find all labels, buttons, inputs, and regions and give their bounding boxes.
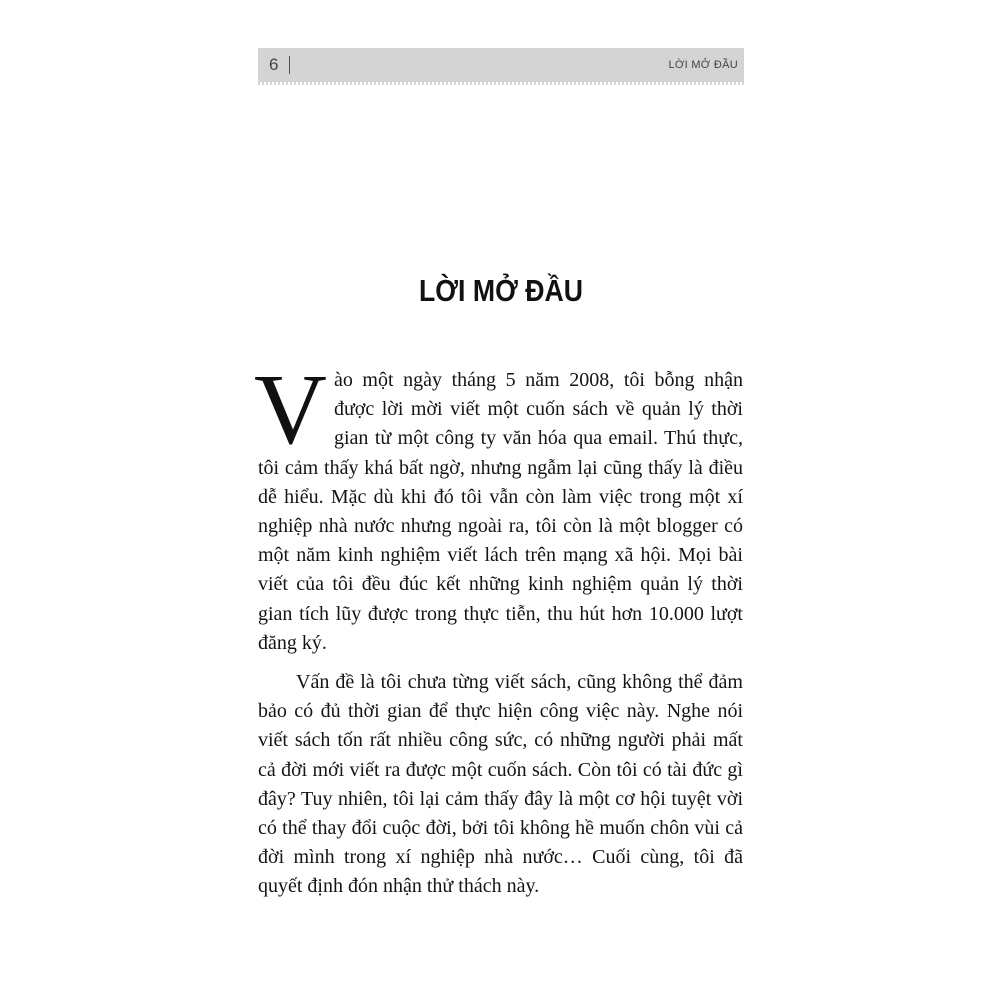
paragraph-1 bbox=[254, 353, 743, 658]
chapter-title: LỜI MỞ ĐẦU bbox=[419, 272, 583, 308]
page-number: 6 bbox=[269, 55, 279, 74]
paragraph-2: Vấn đề là tôi chưa từng viết sách, cũng không thể đảm bảo có đủ thời gian để thực hiện công việc này. Nghe nói viết sách tốn rất nhiều công sức, có những người phải mất cả đời mới viết ra được một cuốn sách. Còn tôi có tài đức gì đây? Tuy nhiên, tôi lại cảm thấy đây là một cơ hội tuyệt vời có thể thay đổi cuộc đời, bởi tôi không hề muốn chôn vùi cả đời mình trong xí nghiệp nhà nước… Cuối cùng, tôi đã quyết định đón nhận thử thách này. bbox=[258, 671, 743, 898]
running-title: LỜI MỞ ĐẦU bbox=[668, 59, 738, 71]
header-divider bbox=[289, 56, 290, 74]
paragraph-1-text: ào một ngày tháng 5 năm 2008, tôi bỗng nhận được lời mời viết một cuốn sách về quản lý thời gian từ một công ty văn hóa qua email. Thú thực, tôi cảm thấy khá bất ngờ, nhưng ngẫm lại cũng thấy là điều dễ hiểu. Mặc dù khi đó tôi vẫn còn làm việc trong một xí nghiệp nhà nước nhưng ngoài ra, tôi còn là một blogger có một năm kinh nghiệm viết lách trên mạng xã hội. Mọi bài viết của tôi đều đúc kết những kinh nghiệm quản lý thời gian tích lũy được trong thực tiễn, thu hút hơn 10.000 lượt đăng ký. bbox=[258, 369, 743, 654]
body-text bbox=[254, 353, 743, 902]
drop-cap: V bbox=[254, 353, 327, 465]
page-header bbox=[258, 48, 744, 82]
